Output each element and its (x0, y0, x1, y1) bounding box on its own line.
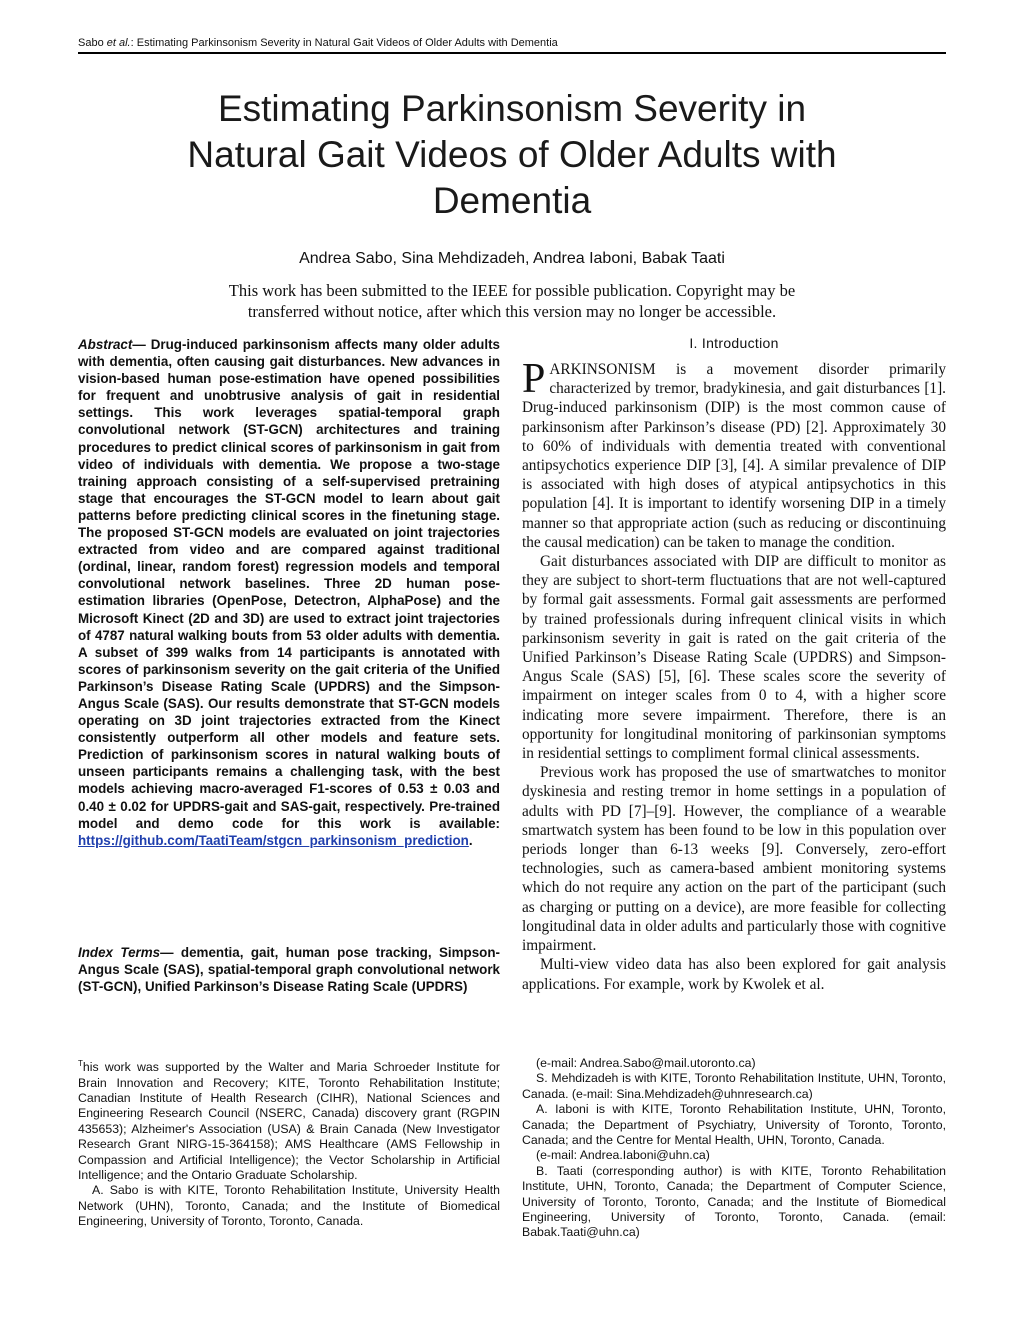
notice-line-2: transferred without notice, after which this version may no longer be accessible. (247, 302, 777, 321)
index-terms-label: Index Terms (78, 945, 161, 960)
footnotes-left (78, 1056, 500, 1230)
affiliation-taati: B. Taati (corresponding author) is with KITE, Toronto Rehabilitation Institute, UHN, Toronto, Canada; the Department of Computer Science, University of Toronto, Toronto, Canada; and the Institute of Biomedical Engineering, University of Toronto, Toronto, Canada. (email: Babak.Taati@uhn.ca) (522, 1163, 946, 1240)
introduction-body (522, 356, 946, 994)
title-line-2: Natural Gait Videos of Older Adults with (187, 134, 837, 175)
email-sabo: (e-mail: Andrea.Sabo@mail.utoronto.ca) (536, 1056, 756, 1070)
index-terms-dash: — (160, 945, 181, 960)
abstract-label: Abstract (78, 337, 133, 352)
running-head-etal: et al. (106, 37, 131, 49)
title-line-1: Estimating Parkinsonism Severity in (217, 88, 807, 129)
running-head-authors: Sabo (78, 37, 104, 49)
intro-paragraph-1 (522, 356, 946, 552)
intro-p1-text: is a movement disorder primarily characterized by tremor, bradykinesia, and gait disturbances [1]. Drug-induced parkinsonism (DIP) is the most common cause of parkinsonism after Parkinson’s disease (PD) [2]. Approximately 30 to 60% of individuals with dementia treated with conventional antipsychotics experience DIP [3], [4]. A similar prevalence of DIP is associated with high doses of atypical antipsychotics in this population [4]. It is important to identify worsening DIP in a timely manner so that appropriate action (such as reducing or discontinuing the causal medication) can be taken to manage the condition. (522, 361, 946, 551)
intro-lead-word: ARKINSONISM (549, 361, 656, 378)
drop-cap: P (522, 356, 546, 402)
affiliation-mehdizadeh: S. Mehdizadeh is with KITE, Toronto Rehabilitation Institute, UHN, Toronto, Canada. (e-mail: Sina.Mehdizadeh@uhnresearch.ca) (522, 1071, 946, 1101)
funding-footnote (78, 1056, 500, 1183)
running-head (78, 37, 558, 49)
intro-paragraph-2: Gait disturbances associated with DIP are difficult to monitor as they are subject to short-term fluctuations that are not well-captured by formal gait assessments. Formal gait assessments are performed by trained professionals during infrequent clinical visits in which parkinsonism severity in gait is rated on the gait criteria of the Unified Parkinson’s Disease Rating Scale (UPDRS) and Simpson-Angus Scale (SAS) [5], [6]. These scales score the severity of impairment on integer scales from 0 to 4, with a higher score indicating more severe impairment. Therefore, there is an opportunity for longitudinal monitoring of parkinsonian symptoms in residential settings to compliment formal clinical assessments. (522, 553, 946, 763)
abstract-dash: — (132, 337, 151, 352)
index-terms-body: dementia, gait, human pose tracking, Simpson-Angus Scale (SAS), spatial-temporal graph convolutional network (ST-GCN), Unified Parkinson’s Disease Rating Scale (UPDRS) (78, 945, 500, 995)
code-repository-link[interactable]: https://github.com/TaatiTeam/stgcn_parkinsonism_prediction (78, 832, 469, 848)
abstract-end: . (468, 832, 473, 848)
header-rule (78, 52, 946, 54)
email-iaboni: (e-mail: Andrea.Iaboni@uhn.ca) (536, 1148, 710, 1163)
footnotes-right (522, 1056, 946, 1241)
intro-paragraph-4: Multi-view video data has also been explored for gait analysis applications. For example, work by Kwolek et al. (522, 956, 946, 993)
title-line-3: Dementia (432, 180, 592, 221)
section-heading-introduction: I. Introduction (689, 335, 779, 351)
submission-notice (150, 280, 874, 322)
intro-paragraph-3: Previous work has proposed the use of smartwatches to monitor dyskinesia and resting tremor in home settings in a population of adults with PD [7]–[9]. However, the compliance of a wearable smartwatch system has been found to be low in this population over periods longer than 6-13 weeks [9]. Conversely, zero-effort technologies, such as camera-based ambient monitoring systems which do not require any action on the part of the participant (such as charging or putting on a device), are more feasible for collecting longitudinal data in older adults and particularly those with cognitive impairment. (522, 764, 946, 955)
author-list: Andrea Sabo, Sina Mehdizadeh, Andrea Iaboni, Babak Taati (299, 250, 725, 267)
notice-line-1: This work has been submitted to the IEEE for possible publication. Copyright may be (228, 281, 796, 300)
funding-superscript: T (78, 1059, 83, 1068)
funding-text: his work was supported by the Walter and Maria Schroeder Institute for Brain Innovation and Recovery; KITE, Toronto Rehabilitation Institute; Canadian Institute of Health Research (CIHR), National Sciences and Engineering Research Council (NSERC, Canada) discovery grant (RGPIN 435653); Alzheimer's Association (USA) & Brain Canada (New Investigator Research Grant NIRG-15-364158); AMS Healthcare (AMS Fellowship in Compassion and Artificial Intelligence); the Vector Scholarship in Artificial Intelligence; and the Ontario Graduate Scholarship. (78, 1060, 500, 1182)
paper-title (100, 86, 924, 224)
affiliation-sabo: A. Sabo is with KITE, Toronto Rehabilitation Institute, University Health Network (UHN), Toronto, Canada; and the Institute of Biomedical Engineering, University of Toronto, Toronto, Canada. (78, 1183, 500, 1229)
affiliation-iaboni: A. Iaboni is with KITE, Toronto Rehabilitation Institute, UHN, Toronto, Canada; the Department of Psychiatry, University of Toronto, Toronto, Canada; and the Centre for Mental Health, UHN, Toronto, Canada. (522, 1102, 946, 1148)
running-head-title: : Estimating Parkinsonism Severity in Natural Gait Videos of Older Adults with Dementia (130, 37, 558, 49)
index-terms (78, 944, 500, 995)
abstract (78, 336, 500, 849)
abstract-body: Drug-induced parkinsonism affects many older adults with dementia, often causing gait disturbances. New advances in vision-based human pose-estimation have opened possibilities for frequent and unobtrusive analysis of gait in residential settings. This work leverages spatial-temporal graph convolutional network (ST-GCN) architectures and training procedures to predict clinical scores of parkinsonism in gait from video of individuals with dementia. We propose a two-stage training approach consisting of a self-supervised pretraining stage that encourages the ST-GCN model to learn about gait patterns before predicting clinical scores in the finetuning stage. The proposed ST-GCN models are evaluated on joint trajectories extracted from video and are compared against traditional (ordinal, linear, random forest) regression models and temporal convolutional network baselines. Three 2D human pose-estimation libraries (OpenPose, Detectron, AlphaPose) and the Microsoft Kinect (2D and 3D) are used to extract joint trajectories of 4787 natural walking bouts from 53 older adults with dementia. A subset of 399 walks from 14 participants is annotated with scores of parkinsonism severity on the gait criteria of the Unified Parkinson’s Disease Rating Scale (UPDRS) and the Simpson-Angus Scale (SAS). Our results demonstrate that ST-GCN models operating on 3D joint trajectories extracted from the Kinect consistently outperform all other models and feature sets. Prediction of parkinsonism scores in natural walking bouts of unseen participants remains a challenging task, with the best models achieving macro-averaged F1-scores of 0.53 ± 0.03 and 0.40 ± 0.02 for UPDRS-gait and SAS-gait, respectively. Pre-trained model and demo code for this work is available: (78, 337, 500, 831)
